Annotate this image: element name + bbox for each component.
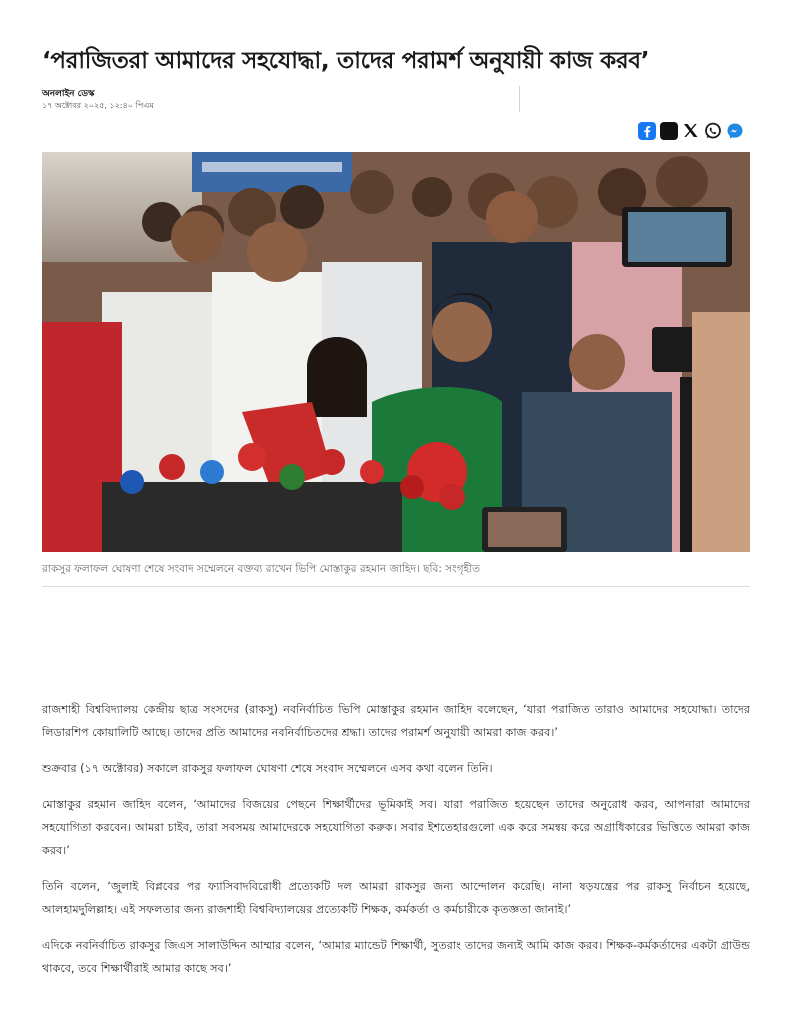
whatsapp-icon[interactable] xyxy=(703,121,722,140)
article-headline: ‘পরাজিতরা আমাদের সহযোদ্ধা, তাদের পরামর্শ অনুযায়ী কাজ করব’ xyxy=(42,48,650,74)
article-paragraph: তিনি বলেন, ‘জুলাই বিপ্লবের পর ফ্যাসিবাদবিরোধী প্রত্যেকটি দল আমরা রাকসুর জন্য আন্দোলন করেছি। নানা ষড়যন্ত্রের পর রাকসু নির্বাচন হয়েছে, আলহামদুলিল্লাহ। এই সফলতার জন্য রাজশাহী বিশ্ববিদ্যালয়ের প্রত্যেকটি শিক্ষক, কর্মকর্তা ও কর্মচারীকে কৃতজ্ঞতা জানাই।’ xyxy=(42,880,750,916)
facebook-icon[interactable] xyxy=(637,121,656,140)
article-paragraph: মোস্তাকুর রহমান জাহিদ বলেন, ‘আমাদের বিজয়ের পেছনে শিক্ষার্থীদের ভূমিকাই সব। যারা পরাজিত হয়েছেন তাদের অনুরোধ করব, আপনারা আমাদের সহযোগিতা করবেন। আমরা চাইব, তারা সবসময় আমাদেরকে সহযোগিতা করুক। সবার ইশতেহারগুলো এক করে সমন্বয় করে অগ্রাধিকারের ভিত্তিতে আমরা কাজ করব।’ xyxy=(42,798,750,857)
messenger-icon[interactable] xyxy=(725,121,744,140)
byline xyxy=(42,89,154,110)
byline-divider xyxy=(519,86,520,112)
share-bar xyxy=(637,121,744,140)
instagram-icon[interactable] xyxy=(659,121,678,140)
lead-photo[interactable] xyxy=(42,152,750,552)
article-paragraph: এদিকে নবনির্বাচিত রাকসুর জিএস সালাউদ্দিন আম্মার বলেন, ‘আমার ম্যান্ডেট শিক্ষার্থী, সুতরাং তাদের জন্যই আমি কাজ করব। শিক্ষক-কর্মকর্তাদের একটা গ্রাউন্ড থাকবে, তবে শিক্ষার্থীরাই আমার কাছে সব।’ xyxy=(42,939,750,975)
article-paragraph: শুক্রবার (১৭ অক্টোবর) সকালে রাকসুর ফলাফল ঘোষণা শেষে সংবাদ সম্মেলনে এসব কথা বলেন তিনি। xyxy=(42,762,493,775)
x-icon[interactable] xyxy=(681,121,700,140)
publish-date: ১৭ অক্টোবর ২০২৫, ১২:৪০ পিএম xyxy=(42,100,154,110)
photo-caption: রাকসুর ফলাফল ঘোষণা শেষে সংবাদ সম্মেলনে বক্তব্য রাখেন ভিপি মোস্তাকুর রহমান জাহিদ। ছবি: সংগৃহীত xyxy=(42,563,480,575)
article-body xyxy=(42,698,750,993)
author-name[interactable]: অনলাইন ডেস্ক xyxy=(42,89,95,99)
caption-divider xyxy=(42,586,750,587)
article-paragraph: রাজশাহী বিশ্ববিদ্যালয় কেন্দ্রীয় ছাত্র সংসদের (রাকসু) নবনির্বাচিত ভিপি মোস্তাকুর রহমান জাহিদ বলেছেন, ‘যারা পরাজিত তারাও আমাদের সহযোদ্ধা। তাদের লিডারশিপ কোয়ালিটি আছে। তাদের প্রতি আমাদের নবনির্বাচিতদের শ্রদ্ধা। তাদের পরামর্শ অনুযায়ী আমরা কাজ করব।’ xyxy=(42,703,750,739)
